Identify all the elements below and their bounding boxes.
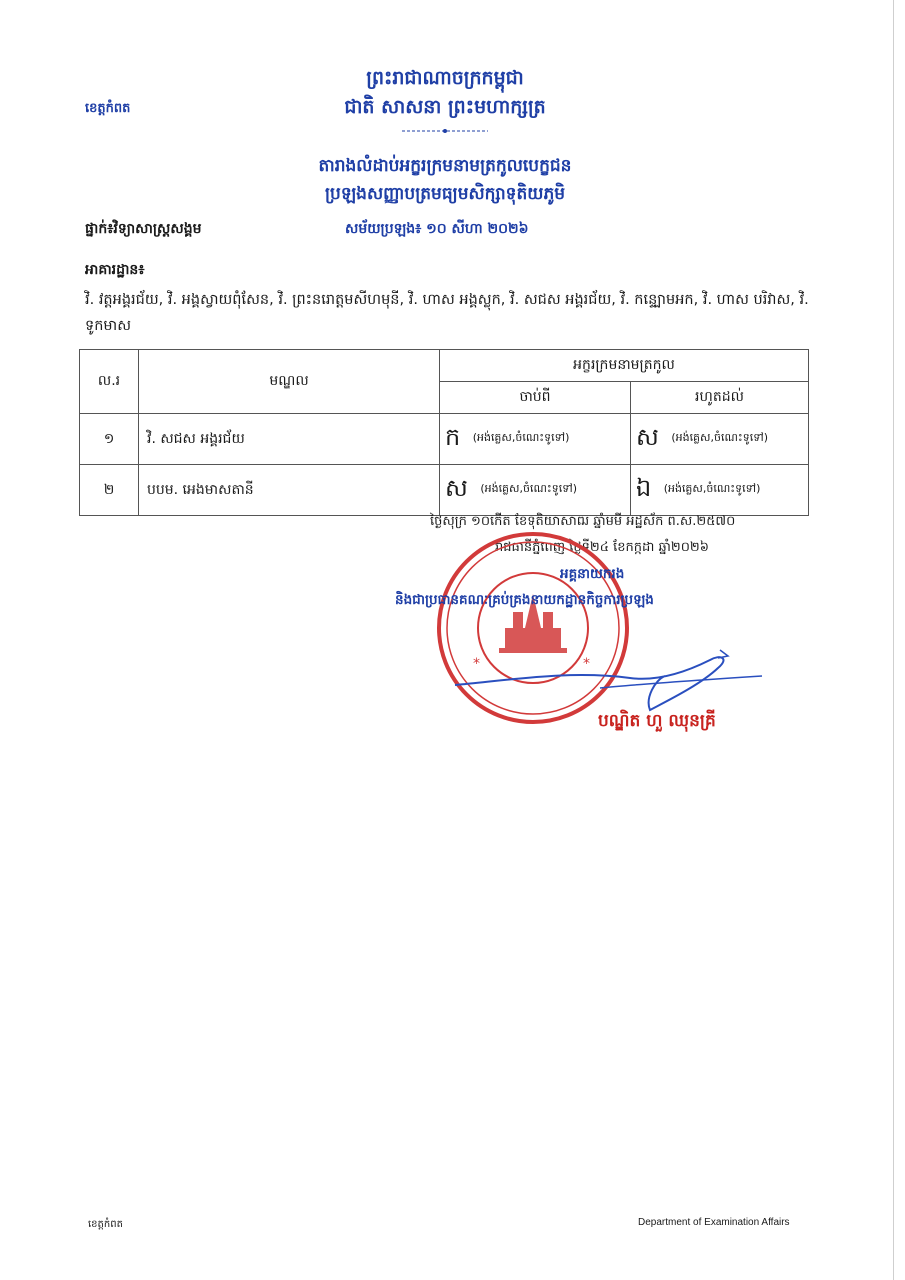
row-no: ២ <box>80 465 139 516</box>
alphabet-table <box>79 349 809 516</box>
kingdom-heading: ព្រះរាជាណាចក្រកម្ពុជា <box>366 67 524 89</box>
row-center: វិ. សជស អង្គរជ័យ <box>139 414 440 465</box>
row-no: ១ <box>80 414 139 465</box>
section-label: ផ្នាក់៖វិទ្យាសាស្ត្រសង្គម <box>85 221 202 237</box>
committee-members: វិ. វត្តអង្គរជ័យ, វិ. អង្គស្វាយពុំសែន, វិ. ព្រះនរោត្តមសីហមុនី, វិ. ហាស អង្គស្លុក, វិ. សជស អង្គរជ័យ, វិ. កន្ទ្បោមអក, វិ. ហាស បរិវាស, វិ. ទូកមាស <box>85 292 809 334</box>
to-note: (អង់គ្លេស,ចំណេះទូទៅ) <box>671 431 768 444</box>
handwritten-signature <box>450 640 770 720</box>
document-subtitle: ប្រឡងសញ្ញាបត្រមធ្យមសិក្សាទុតិយភូមិ <box>324 184 566 204</box>
page-edge-line <box>893 0 894 1280</box>
date-solar: រាជធានីភ្នំពេញ ថ្ងៃទី២៤ ខែកក្កដា ឆ្នាំ២០២៦ <box>495 540 709 555</box>
row-to <box>631 414 809 465</box>
footer-department: Department of Examination Affairs <box>638 1217 790 1228</box>
from-letter: ស <box>445 473 468 502</box>
signer-name: បណ្ឌិត ហួ ឈុនគ្រី <box>598 711 716 731</box>
table-row <box>80 414 809 465</box>
to-letter: ស <box>636 422 659 451</box>
header-to: រហូតដល់ <box>631 382 809 414</box>
to-letter: ឯ <box>636 473 652 502</box>
footer-province: ខេត្តកំពត <box>88 1219 123 1230</box>
row-from <box>440 414 631 465</box>
from-note: (អង់គ្លេស,ចំណេះទូទៅ) <box>472 431 570 444</box>
motto-heading: ជាតិ សាសនា ព្រះមហាក្សត្រ <box>344 96 546 118</box>
director-title-full: និងជាប្រធានគណៈគ្រប់គ្រងនាយកដ្ឋានកិច្ចការប្រឡង <box>395 592 654 608</box>
header-from: ចាប់ពី <box>440 382 631 414</box>
header-alphabet-group: អក្ខរក្រមនាមត្រកូល <box>440 350 809 382</box>
svg-text:*: * <box>473 656 480 672</box>
row-center: បបម. អេងមាសតានី <box>139 465 440 516</box>
table-header-row <box>80 350 809 382</box>
to-note: (អង់គ្លេស,ចំណេះទូទៅ) <box>663 482 761 495</box>
row-to <box>631 465 809 516</box>
document-title: តារាងលំដាប់អក្ខរក្រមនាមត្រកូលបេក្ខជន <box>318 156 572 176</box>
province-label: ខេត្តកំពត <box>85 101 131 116</box>
director-title: អគ្គនាយករង <box>560 566 625 582</box>
header-no: ល.រ <box>80 350 139 414</box>
header-center: មណ្ឌល <box>139 350 440 414</box>
row-from <box>440 465 631 516</box>
ornament-divider <box>400 126 490 136</box>
from-note: (អង់គ្លេស,ចំណេះទូទៅ) <box>480 482 577 495</box>
committee-label: អាគារដ្ឋាន៖ <box>85 262 145 278</box>
svg-text:*: * <box>583 656 590 672</box>
exam-date: សម័យប្រឡង៖ ១០ សីហា ២០២៦ <box>345 221 529 237</box>
table-row <box>80 465 809 516</box>
from-letter: ក <box>445 422 461 451</box>
date-lunar: ថ្ងៃសុក្រ ១០កើត ខែទុតិយាសាឍ ឆ្នាំមមី អដ្ឋស័ក ព.ស.២៥៧០ <box>430 514 736 529</box>
